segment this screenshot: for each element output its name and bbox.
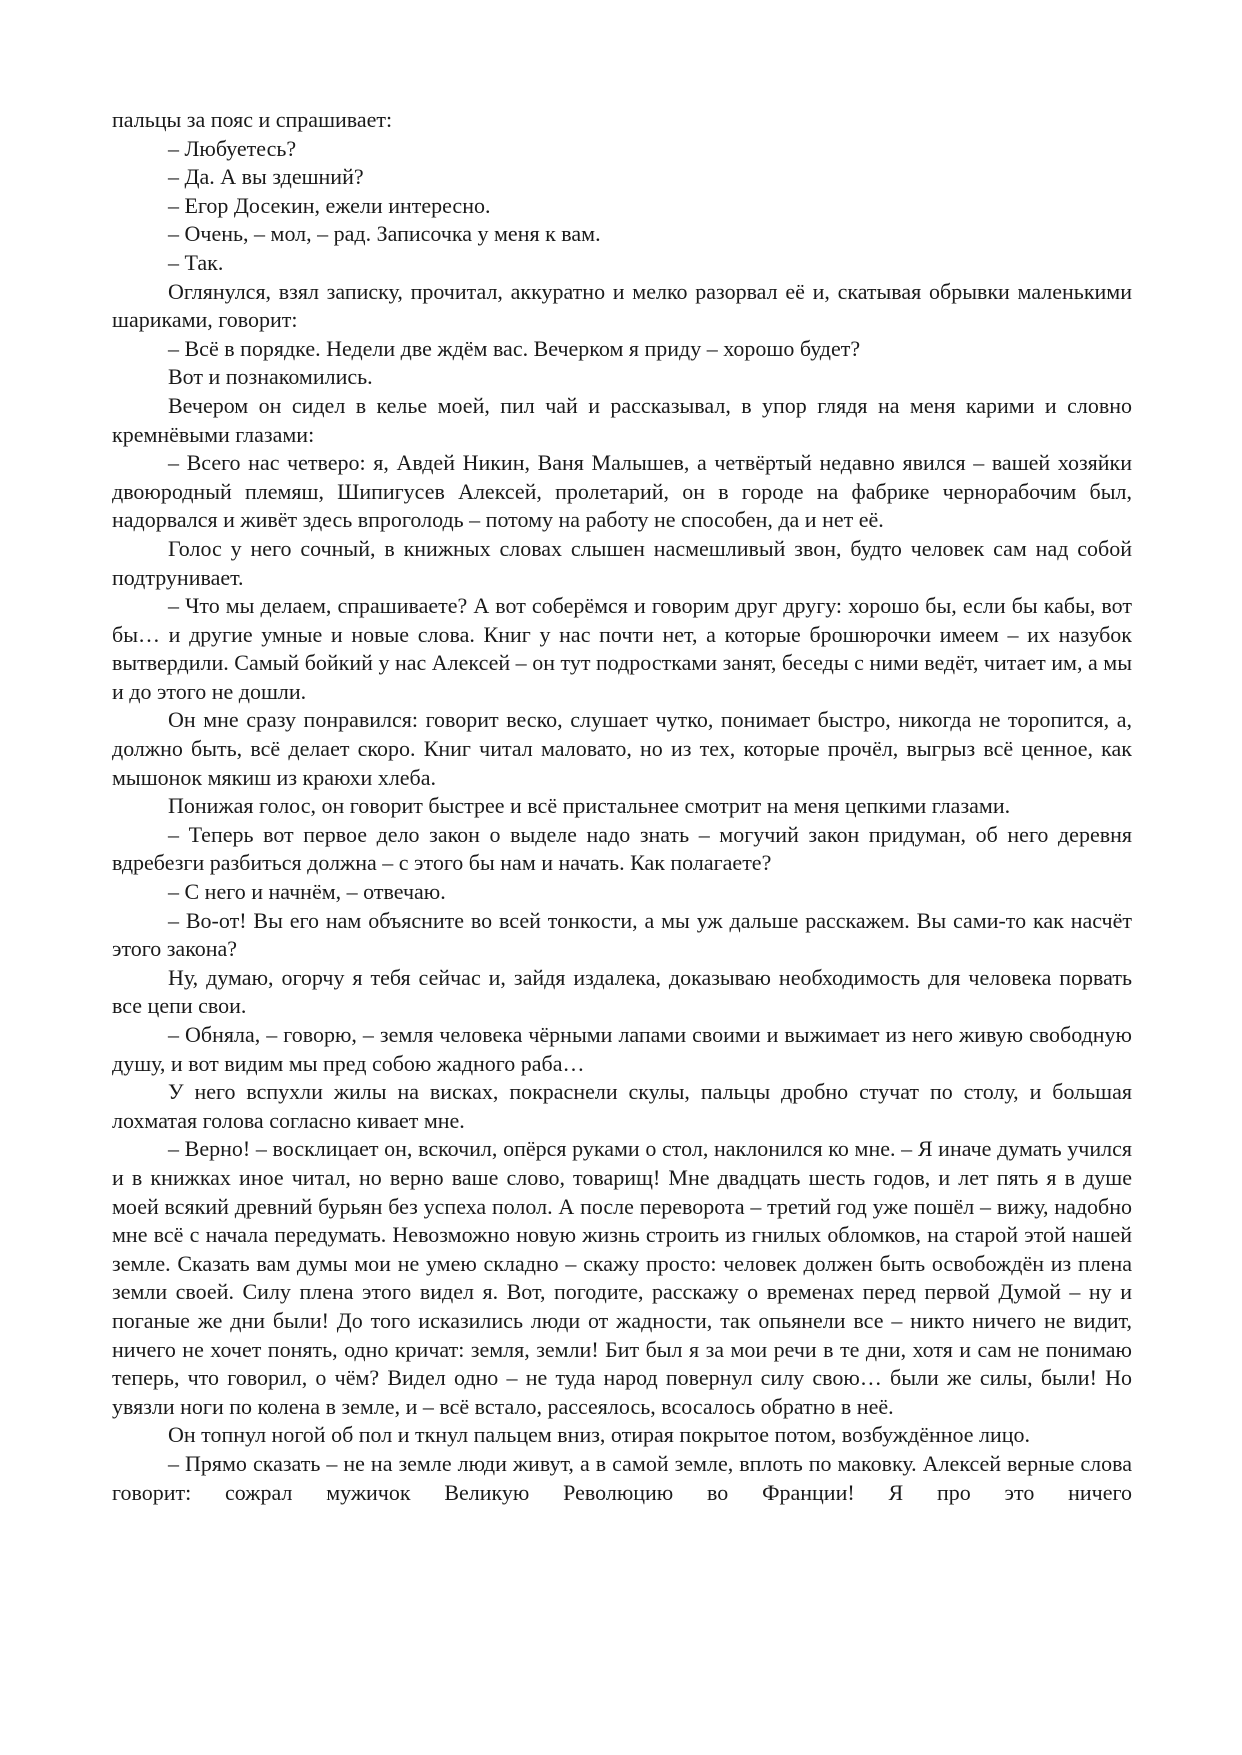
paragraph: Он мне сразу понравился: говорит веско, слушает чутко, понимает быстро, никогда не торопится, а, должно быть, всё делает скоро. Книг читал маловато, но из тех, которые прочёл, выгрыз всё ценное, как мышонок мякиш из краюхи хлеба.: [112, 707, 1132, 790]
paragraph: Вот и познакомились.: [168, 364, 373, 390]
paragraph: Ну, думаю, огорчу я тебя сейчас и, зайдя издалека, доказываю необходимость для человека порвать все цепи свои.: [112, 964, 1132, 1019]
paragraph: Вечером он сидел в келье моей, пил чай и рассказывал, в упор глядя на меня карими и словно кремнёвыми глазами:: [112, 392, 1132, 447]
paragraph: Понижая голос, он говорит быстрее и всё пристальнее смотрит на меня цепкими глазами.: [168, 793, 1011, 819]
paragraph: – Да. А вы здешний?: [168, 164, 364, 190]
paragraph: – Обняла, – говорю, – земля человека чёрными лапами своими и выжимает из него живую свободную душу, и вот видим мы пред собою жадного раба…: [112, 1022, 1132, 1076]
paragraph: – Очень, – мол, – рад. Записочка у меня к вам.: [168, 221, 601, 247]
paragraph: Оглянулся, взял записку, прочитал, аккуратно и мелко разорвал её и, скатывая обрывки маленькими шариками, говорит:: [112, 278, 1132, 333]
paragraph: – Егор Досекин, ежели интересно.: [168, 192, 491, 218]
paragraph: – Любуетесь?: [168, 135, 297, 161]
paragraph: – С него и начнём, – отвечаю.: [168, 879, 446, 905]
paragraph: Он топнул ногой об пол и ткнул пальцем вниз, отирая покрытое потом, возбуждённое лицо.: [168, 1422, 1031, 1448]
paragraph: – Прямо сказать – не на земле люди живут, а в самой земле, вплоть по маковку. Алексей верные слова говорит: сожрал мужичок Великую Революцию во Франции! Я про это ничего: [112, 1450, 1132, 1505]
paragraph: пальцы за пояс и спрашивает:: [112, 107, 393, 132]
document-page: [112, 106, 1132, 1507]
paragraph: – Теперь вот первое дело закон о выделе надо знать – могучий закон придуман, об него деревня вдребезги разбиться должна – с этого бы нам и начать. Как полагаете?: [112, 821, 1132, 876]
paragraph: – Что мы делаем, спрашиваете? А вот соберёмся и говорим друг другу: хорошо бы, если бы кабы, вот бы… и другие умные и новые слова. Книг у нас почти нет, а которые брошюрочки имеем – их назубок вытвердили. Самый бойкий у нас Алексей – он тут подростками занят, беседы с ними ведёт, читает им, а мы и до этого не дошли.: [112, 593, 1132, 704]
paragraph: – Всего нас четверо: я, Авдей Никин, Ваня Малышев, а четвёртый недавно явился – вашей хозяйки двоюродный племяш, Шипигусев Алексей, пролетарий, он в городе на фабрике чернорабочим был, надорвался и живёт здесь впроголодь – потому на работу не способен, да и нет её.: [112, 450, 1132, 533]
paragraph: – Всё в порядке. Недели две ждём вас. Вечерком я приду – хорошо будет?: [168, 335, 861, 361]
paragraph: – Во-от! Вы его нам объясните во всей тонкости, а мы уж дальше расскажем. Вы сами-то как насчёт этого закона?: [112, 907, 1132, 962]
paragraph: – Верно! – восклицает он, вскочил, опёрся руками о стол, наклонился ко мне. – Я иначе думать учился и в книжках иное читал, но верно ваше слово, товарищ! Мне двадцать шесть годов, и лет пять я в душе моей всякий древний бурьян без успеха полол. А после переворота – третий год уже пошёл – вижу, надобно мне всё с начала передумать. Невозможно новую жизнь строить из гнилых обломков, на старой этой нашей земле. Сказать вам думы мои не умею складно – скажу просто: человек должен быть освобождён из плена земли своей. Силу плена этого видел я. Вот, погодите, расскажу о временах перед первой Думой – ну и поганые же дни были! До того исказились люди от жадности, так опьянели все – никто ничего не видит, ничего не хочет понять, одно кричат: земля, земли! Бит был я за мои речи в те дни, хотя и сам не понимаю теперь, что говорил, о чём? Видел одно – не туда народ повернул силу свою… были же силы, были! Но увязли ноги по колена в земле, и – всё встало, рассеялось, всосалось обратно в неё.: [112, 1136, 1132, 1419]
paragraph: Голос у него сочный, в книжных словах слышен насмешливый звон, будто человек сам над собой подтрунивает.: [112, 535, 1132, 590]
paragraph: – Так.: [168, 249, 224, 275]
paragraph: У него вспухли жилы на висках, покраснели скулы, пальцы дробно стучат по столу, и большая лохматая голова согласно кивает мне.: [112, 1079, 1132, 1133]
